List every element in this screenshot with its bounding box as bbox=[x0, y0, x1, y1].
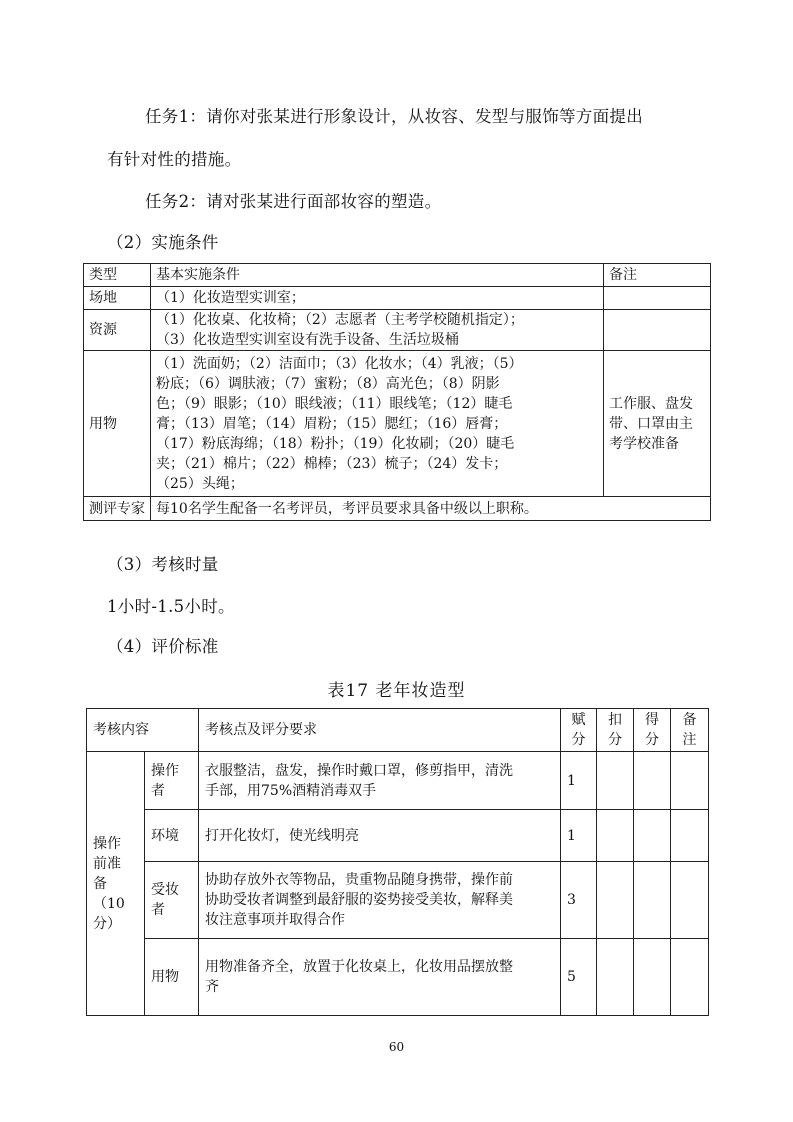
table-row bbox=[87, 862, 709, 939]
note-cell bbox=[671, 939, 709, 1016]
header-got-char: 分 bbox=[645, 732, 659, 748]
got-cell bbox=[634, 862, 671, 939]
condition-line: （1）化妆造型实训室； bbox=[156, 290, 305, 306]
points-line: 妆注意事项并取得合作 bbox=[205, 912, 345, 928]
table-row bbox=[87, 810, 709, 862]
row-remarks bbox=[603, 351, 710, 497]
task2-text: 任务2：请对张某进行面部妆容的塑造。 bbox=[145, 192, 442, 211]
sub-item bbox=[145, 862, 199, 939]
section3-heading: （3）考核时量 bbox=[107, 555, 219, 574]
row-conditions bbox=[151, 310, 604, 351]
header-note-char: 注 bbox=[682, 732, 697, 748]
points-line: 打开化妆灯，使光线明亮 bbox=[205, 827, 359, 844]
table-header-row bbox=[87, 709, 709, 752]
row-conditions bbox=[151, 287, 604, 310]
got-cell bbox=[634, 939, 671, 1016]
header-score bbox=[561, 709, 597, 752]
section2-heading: （2）实施条件 bbox=[107, 233, 219, 252]
conditions-table bbox=[83, 263, 711, 521]
table-row bbox=[84, 351, 711, 497]
points-cell bbox=[199, 939, 561, 1016]
header-remarks: 备注 bbox=[603, 264, 710, 287]
condition-line: （3）化妆造型实训室设有洗手设备、生活垃圾桶 bbox=[156, 332, 459, 348]
header-deduct-char: 扣 bbox=[608, 712, 622, 728]
header-note bbox=[671, 709, 709, 752]
got-cell bbox=[634, 752, 671, 810]
sub-item bbox=[145, 939, 199, 1016]
deduct-cell bbox=[597, 862, 634, 939]
category-line: 备（10 bbox=[93, 875, 125, 912]
header-conditions: 基本实施条件 bbox=[151, 264, 604, 287]
remark-line: 考学校准备 bbox=[608, 435, 679, 452]
note-cell bbox=[671, 862, 709, 939]
sub-item-line: 用物 bbox=[151, 969, 179, 985]
points-line: 手部，用75%酒精消毒双手 bbox=[205, 782, 377, 799]
row-conditions bbox=[151, 351, 604, 497]
task1-line2: 有针对性的措施。 bbox=[107, 150, 242, 169]
table-row bbox=[84, 310, 711, 351]
row-conditions bbox=[151, 497, 711, 521]
category-line: 分） bbox=[93, 915, 121, 932]
table-row bbox=[87, 752, 709, 810]
points-line: 用物准备齐全，放置于化妆桌上，化妆用品摆放整 bbox=[205, 959, 513, 975]
row-type: 用物 bbox=[84, 351, 151, 497]
points-cell bbox=[199, 810, 561, 862]
deduct-cell bbox=[597, 752, 634, 810]
condition-line: 膏；（13）眉笔；（14）眉粉；（15）腮红；（16）唇膏； bbox=[156, 415, 508, 432]
deduct-cell bbox=[597, 939, 634, 1016]
header-content: 考核内容 bbox=[87, 709, 199, 752]
table-row bbox=[87, 939, 709, 1016]
score-cell: 5 bbox=[561, 939, 597, 1016]
sub-item-line: 环境 bbox=[151, 827, 179, 844]
points-cell bbox=[199, 862, 561, 939]
note-cell bbox=[671, 810, 709, 862]
sub-item bbox=[145, 810, 199, 862]
header-got-char: 得 bbox=[645, 712, 659, 728]
condition-line: （1）化妆桌、化妆椅；（2）志愿者（主考学校随机指定）； bbox=[156, 312, 524, 328]
sub-item bbox=[145, 752, 199, 810]
got-cell bbox=[634, 810, 671, 862]
score-cell: 1 bbox=[561, 752, 597, 810]
points-cell bbox=[199, 752, 561, 810]
deduct-cell bbox=[597, 810, 634, 862]
condition-line: 粉底；（6）调肤液；（7）蜜粉；（8）高光色；（8）阴影 bbox=[156, 375, 500, 392]
evaluation-table bbox=[86, 708, 709, 1016]
row-type: 场地 bbox=[84, 287, 151, 310]
sub-item-line: 者 bbox=[151, 902, 165, 918]
table-header-row bbox=[84, 264, 711, 287]
category-line: 前准 bbox=[93, 855, 121, 872]
score-cell: 3 bbox=[561, 862, 597, 939]
header-score-char: 赋 bbox=[571, 712, 586, 728]
row-remarks bbox=[603, 287, 710, 310]
header-points: 考核点及评分要求 bbox=[199, 709, 561, 752]
header-deduct-char: 分 bbox=[608, 732, 622, 748]
note-cell bbox=[671, 752, 709, 810]
score-cell: 1 bbox=[561, 810, 597, 862]
condition-line: （25）头绳； bbox=[156, 475, 244, 492]
sub-item-line: 受妆 bbox=[151, 882, 179, 898]
header-type: 类型 bbox=[84, 264, 151, 287]
header-note-char: 备 bbox=[682, 712, 697, 728]
row-type: 测评专家 bbox=[84, 497, 151, 521]
table-row bbox=[84, 497, 711, 521]
condition-line: 色；（9）眼影；（10）眼线液；（11）眼线笔；（12）睫毛 bbox=[156, 395, 513, 412]
remark-line: 带、口罩由主 bbox=[608, 415, 693, 432]
condition-line: 每10名学生配备一名考评员，考评员要求具备中级以上职称。 bbox=[156, 500, 538, 517]
category-line: 操作 bbox=[93, 835, 121, 852]
condition-line: （17）粉底海绵；（18）粉扑；（19）化妆刷；（20）睫毛 bbox=[156, 435, 515, 452]
section4-heading: （4）评价标准 bbox=[107, 637, 219, 656]
category-cell bbox=[87, 752, 145, 1016]
task1-line1: 任务1：请你对张某进行形象设计，从妆容、发型与服饰等方面提出 bbox=[145, 107, 643, 126]
page-number: 60 bbox=[388, 1040, 405, 1054]
row-remarks bbox=[603, 310, 710, 351]
sub-item-line: 操作 bbox=[151, 762, 179, 779]
duration-text: 1小时-1.5小时。 bbox=[107, 597, 235, 616]
points-line: 协助受妆者调整到最舒服的姿势接受美妆，解释美 bbox=[205, 892, 513, 908]
table-row bbox=[84, 287, 711, 310]
remark-line: 工作服、盘发 bbox=[608, 395, 693, 412]
table-caption: 表17 老年妆造型 bbox=[327, 681, 466, 701]
header-score-char: 分 bbox=[571, 732, 586, 748]
points-line: 齐 bbox=[205, 979, 219, 995]
points-line: 协助存放外衣等物品，贵重物品随身携带，操作前 bbox=[205, 872, 513, 888]
condition-line: 夹；（21）棉片；（22）棉棒；（23）梳子；（24）发卡； bbox=[156, 455, 508, 472]
header-deduct bbox=[597, 709, 634, 752]
points-line: 衣服整洁，盘发，操作时戴口罩，修剪指甲，清洗 bbox=[205, 762, 513, 779]
condition-line: （1）洗面奶；（2）洁面巾；（3）化妆水；（4）乳液；（5） bbox=[156, 355, 523, 372]
sub-item-line: 者 bbox=[151, 782, 165, 799]
row-type: 资源 bbox=[84, 310, 151, 351]
header-got bbox=[634, 709, 671, 752]
